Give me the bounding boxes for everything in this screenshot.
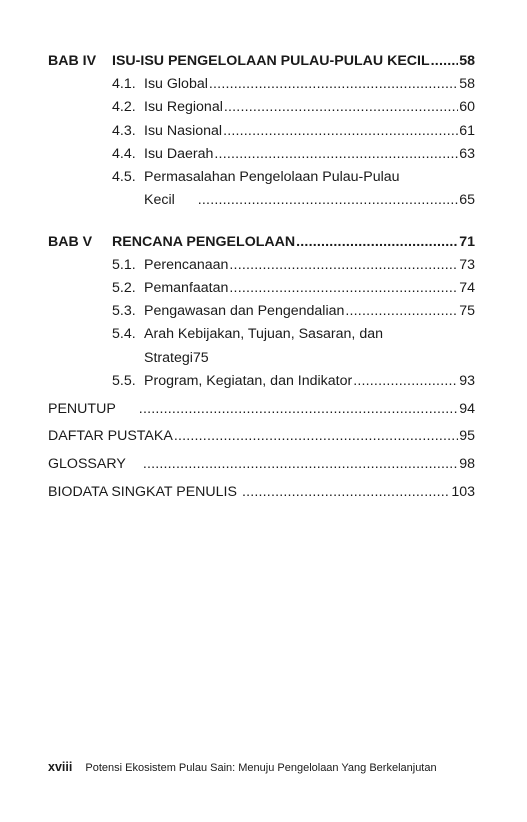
section-number: 5.2. xyxy=(112,280,136,296)
toc-entry[interactable] xyxy=(144,279,475,297)
page-number: 60 xyxy=(459,99,475,115)
backmatter-title: DAFTAR PUSTAKA xyxy=(48,428,173,444)
backmatter-title: GLOSSARY xyxy=(48,456,126,472)
section-number: 5.4. xyxy=(112,326,136,342)
leader-dots xyxy=(296,233,458,251)
toc-entry-backmatter[interactable] xyxy=(48,400,475,418)
section-title: Pengawasan dan Pengendalian xyxy=(144,303,345,319)
page-number: 74 xyxy=(459,280,475,296)
section-number: 4.1. xyxy=(112,76,136,92)
leader-dots xyxy=(431,52,459,70)
toc-entry-backmatter[interactable] xyxy=(48,483,475,501)
backmatter-title: BIODATA SINGKAT PENULIS xyxy=(48,484,237,500)
toc-entry[interactable] xyxy=(144,122,475,140)
section-title: Perencanaan xyxy=(144,257,229,273)
page-number: 71 xyxy=(459,234,475,250)
toc-entry-backmatter[interactable] xyxy=(48,427,475,445)
leader-dots xyxy=(229,279,458,297)
section-number: 5.1. xyxy=(112,257,136,273)
section-number: 4.3. xyxy=(112,123,136,139)
page-number: 94 xyxy=(459,401,475,417)
page-number: 73 xyxy=(459,257,475,273)
leader-dots xyxy=(174,427,458,445)
backmatter-title: PENUTUP xyxy=(48,401,116,417)
toc-entry-backmatter[interactable] xyxy=(48,455,475,473)
leader-dots xyxy=(345,302,458,320)
leader-dots xyxy=(198,191,458,209)
toc-entry[interactable] xyxy=(144,302,475,320)
toc-entry-chapter[interactable] xyxy=(112,233,475,251)
section-title: Isu Global xyxy=(144,76,208,92)
section-title: Isu Daerah xyxy=(144,146,214,162)
toc-entry[interactable] xyxy=(144,75,475,93)
section-title: Program, Kegiatan, dan Indikator xyxy=(144,373,353,389)
toc-entry[interactable] xyxy=(144,145,475,163)
footer-page-number: xviii xyxy=(48,760,73,774)
section-number: 4.5. xyxy=(112,169,136,185)
section-number: 5.5. xyxy=(112,373,136,389)
page-number: 103 xyxy=(451,484,475,500)
leader-dots xyxy=(139,400,458,418)
page-number: 93 xyxy=(459,373,475,389)
section-number: 5.3. xyxy=(112,303,136,319)
section-title-line2[interactable]: Strategi75 xyxy=(144,350,209,366)
section-title: Pemanfaatan xyxy=(144,280,229,296)
section-title-line1[interactable]: Permasalahan Pengelolaan Pulau-Pulau xyxy=(144,169,400,185)
section-title: Isu Regional xyxy=(144,99,223,115)
page-number: 98 xyxy=(459,456,475,472)
leader-dots xyxy=(242,483,450,501)
section-title: Isu Nasional xyxy=(144,123,223,139)
section-number: 4.2. xyxy=(112,99,136,115)
leader-dots xyxy=(223,122,458,140)
page-number: 65 xyxy=(459,192,475,208)
toc-entry[interactable] xyxy=(144,98,475,116)
chapter-title: ISU-ISU PENGELOLAAN PULAU-PULAU KECIL xyxy=(112,53,430,69)
page-number: 58 xyxy=(459,76,475,92)
leader-dots xyxy=(214,145,458,163)
leader-dots xyxy=(224,98,458,116)
chapter-label: BAB IV xyxy=(48,53,97,69)
footer-book-title: Potensi Ekosistem Pulau Sain: Menuju Pengelolaan Yang Berkelanjutan xyxy=(85,762,437,774)
leader-dots xyxy=(229,256,458,274)
page-footer xyxy=(48,760,437,775)
toc-entry[interactable] xyxy=(144,372,475,390)
section-title-line1[interactable]: Arah Kebijakan, Tujuan, Sasaran, dan xyxy=(144,326,383,342)
page-number: 95 xyxy=(459,428,475,444)
leader-dots xyxy=(209,75,458,93)
page-number: 61 xyxy=(459,123,475,139)
page-number: 75 xyxy=(459,303,475,319)
toc-entry[interactable] xyxy=(144,191,475,209)
section-title-line2: Kecil xyxy=(144,192,175,208)
toc-entry[interactable] xyxy=(144,256,475,274)
page-number: 58 xyxy=(459,53,475,69)
leader-dots xyxy=(143,455,458,473)
page-number: 63 xyxy=(459,146,475,162)
chapter-label: BAB V xyxy=(48,234,93,250)
section-number: 4.4. xyxy=(112,146,136,162)
chapter-title: RENCANA PENGELOLAAN xyxy=(112,234,296,250)
toc-entry-chapter[interactable] xyxy=(112,52,475,70)
leader-dots xyxy=(353,372,458,390)
